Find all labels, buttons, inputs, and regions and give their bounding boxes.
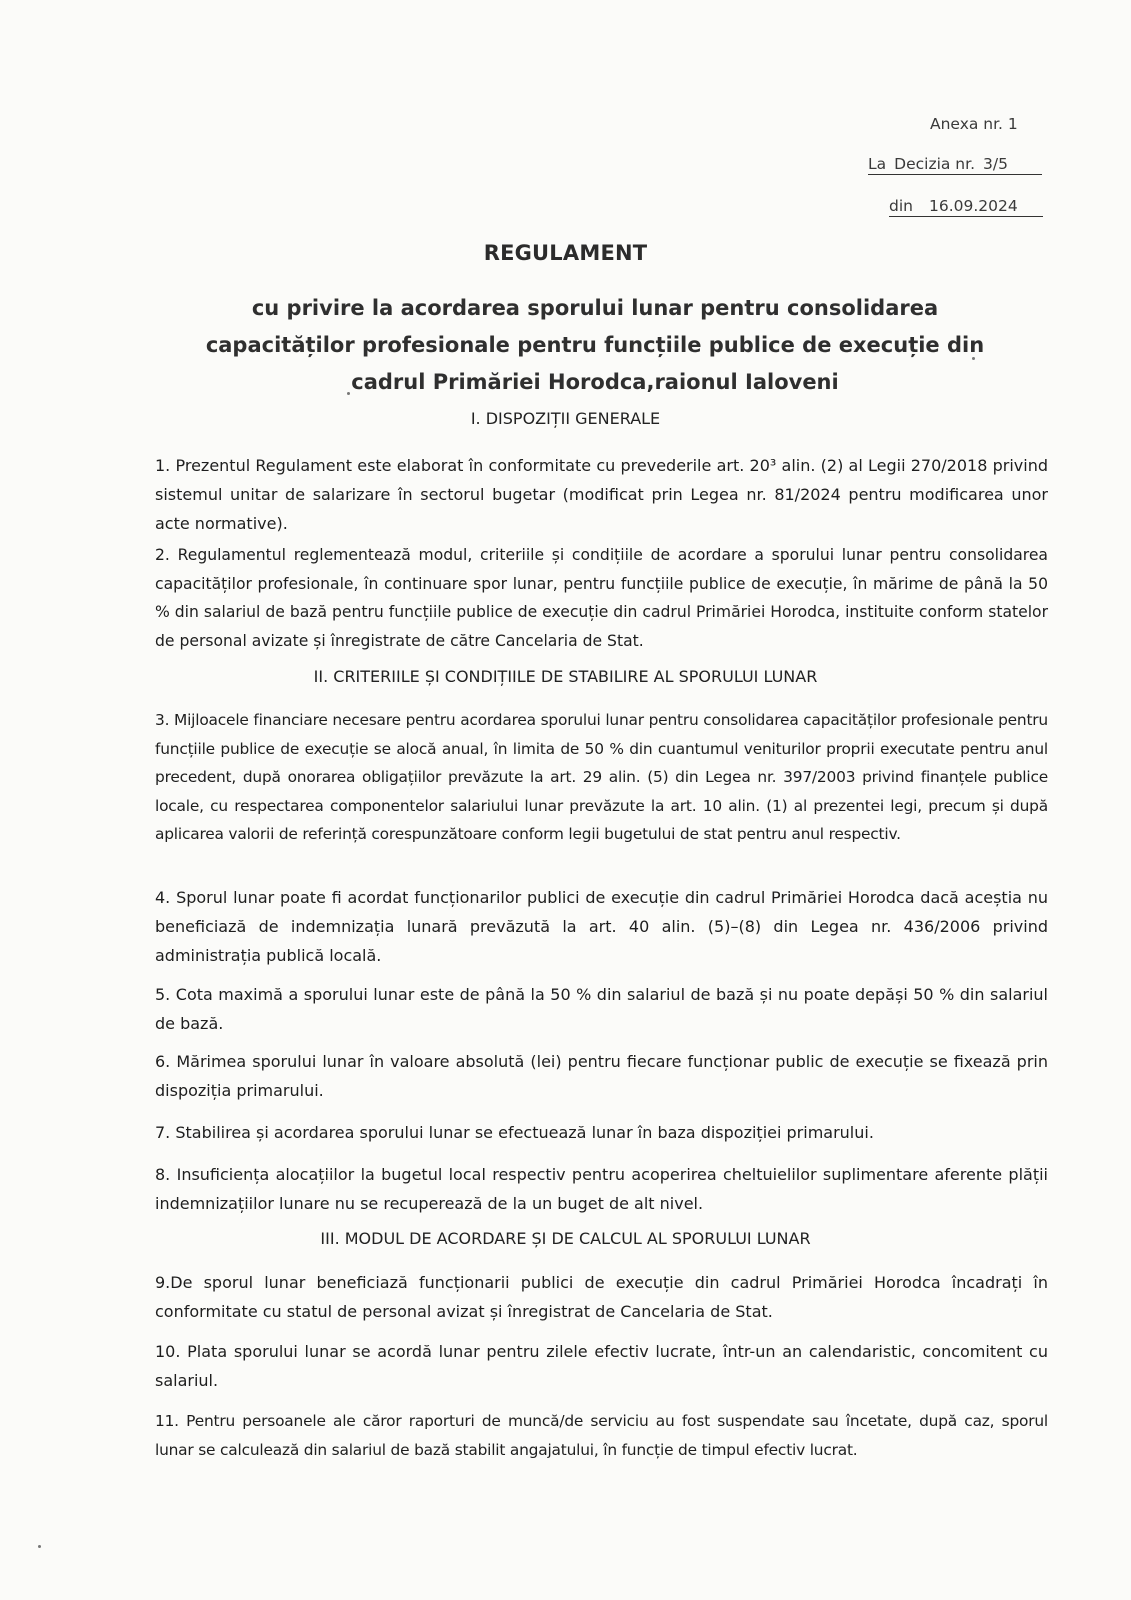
- paragraph-number: 1.: [155, 456, 171, 475]
- paragraph-text: De sporul lunar beneficiază funcționarii publici de execuție din cadrul Primăriei Horodca încadrați în conformitate cu statul de personal avizat și înregistrat de Cancelaria de Stat.: [155, 1273, 1048, 1321]
- annex-label: Anexa nr. 1: [930, 115, 1018, 133]
- date-value: 16.09.2024: [928, 197, 1018, 215]
- section-heading-2: II. CRITERIILE ȘI CONDIȚIILE DE STABILIRE AL SPORULUI LUNAR: [313, 667, 818, 686]
- decision-number: 3/5: [983, 155, 1008, 173]
- scan-speck: [347, 392, 350, 395]
- paragraph-number: 8.: [155, 1165, 171, 1184]
- paragraph-text: Mărimea sporului lunar în valoare absolută (lei) pentru fiecare funcționar public de execuție se fixează prin dispoziția primarului.: [155, 1052, 1048, 1100]
- paragraph-4: [155, 883, 1048, 970]
- paragraph-text: Mijloacele financiare necesare pentru acordarea sporului lunar pentru consolidarea capacităților profesionale pentru funcțiile publice de execuție se alocă anual, în limita de 50 % din cuantumul veniturilor proprii executate pentru anul precedent, după onorarea obligațiilor prevăzute la art. 29 alin. (5) din Legea nr. 397/2003 privind finanțele publice locale, cu respectarea componentelor salariului lunar prevăzute la art. 10 alin. (1) al prezentei legi, precum și după aplicarea valorii de referință corespunzătoare conform legii bugetului de stat pentru anul respectiv.: [155, 711, 1048, 843]
- decision-label: Decizia nr.: [894, 155, 976, 173]
- paragraph-6: [155, 1047, 1048, 1105]
- section-heading-1: I. DISPOZIȚII GENERALE: [470, 409, 661, 428]
- paragraph-text: Prezentul Regulament este elaborat în conformitate cu prevederile art. 20³ alin. (2) al Legii 270/2018 privind sistemul unitar de salarizare în sectorul bugetar (modificat prin Legea nr. 81/2024 pentru modificarea unor acte normative).: [155, 456, 1048, 533]
- paragraph-5: [155, 980, 1048, 1038]
- paragraph-2: [155, 541, 1048, 655]
- decision-reference: [868, 155, 1042, 175]
- paragraph-text: Cota maximă a sporului lunar este de până la 50 % din salariul de bază și nu poate depăși 50 % din salariul de bază.: [155, 985, 1049, 1033]
- date-prefix: din: [889, 197, 913, 215]
- paragraph-text: Sporul lunar poate fi acordat funcționarilor publici de execuție din cadrul Primăriei Horodca dacă aceștia nu beneficiază de indemnizația lunară prevăzută la art. 40 alin. (5)–(8) din Legea nr. 436/2006 privind administrația publică locală.: [155, 888, 1049, 965]
- paragraph-text: Stabilirea și acordarea sporului lunar se efectuează lunar în baza dispoziției primarului.: [175, 1123, 874, 1142]
- paragraph-9: [155, 1268, 1048, 1326]
- paragraph-number: 3.: [155, 711, 170, 729]
- paragraph-text: Regulamentul reglementează modul, criteriile și condițiile de acordare a sporului lunar pentru consolidarea capacităților profesionale, în continuare spor lunar, pentru funcțiile publice de execuție, în mărime de până la 50 % din salariul de bază pentru funcțiile publice de execuție din cadrul Primăriei Horodca, instituite conform statelor de personal avizate și înregistrate de către Cancelaria de Stat.: [155, 546, 1048, 650]
- paragraph-number: 9.: [155, 1273, 171, 1292]
- paragraph-10: [155, 1337, 1048, 1395]
- paragraph-number: 2.: [155, 546, 170, 564]
- paragraph-number: 11.: [155, 1412, 179, 1430]
- paragraph-text: Plata sporului lunar se acordă lunar pentru zilele efectiv lucrate, într-un an calendaristic, concomitent cu salariul.: [155, 1342, 1048, 1390]
- scan-speck: [972, 357, 975, 360]
- paragraph-8: [155, 1160, 1048, 1218]
- paragraph-3: [155, 706, 1048, 849]
- paragraph-11: [155, 1407, 1048, 1465]
- document-title: REGULAMENT: [483, 241, 648, 265]
- document-subtitle: cu privire la acordarea sporului lunar pentru consolidarea capacităților profesionale pentru funcțiile publice de execuție din cadrul Primăriei Horodca,raionul Ialoveni: [205, 296, 985, 394]
- section-heading-3: III. MODUL DE ACORDARE ȘI DE CALCUL AL SPORULUI LUNAR: [320, 1229, 811, 1248]
- paragraph-number: 6.: [155, 1052, 171, 1071]
- paragraph-number: 10.: [155, 1342, 181, 1361]
- scan-speck: [38, 1545, 41, 1548]
- paragraph-number: 5.: [155, 985, 171, 1004]
- paragraph-number: 4.: [155, 888, 171, 907]
- paragraph-7: [155, 1118, 1048, 1147]
- paragraph-number: 7.: [155, 1123, 171, 1142]
- decision-prefix: La: [868, 155, 887, 173]
- paragraph-text: Pentru persoanele ale căror raporturi de muncă/de serviciu au fost suspendate sau încetate, după caz, sporul lunar se calculează din salariul de bază stabilit angajatului, în funcție de timpul efectiv lucrat.: [155, 1412, 1048, 1459]
- paragraph-1: [155, 451, 1048, 538]
- paragraph-text: Insuficiența alocațiilor la bugetul local respectiv pentru acoperirea cheltuielilor suplimentare aferente plății indemnizațiilor lunare nu se recuperează de la un buget de alt nivel.: [155, 1165, 1048, 1213]
- decision-date: [889, 197, 1043, 217]
